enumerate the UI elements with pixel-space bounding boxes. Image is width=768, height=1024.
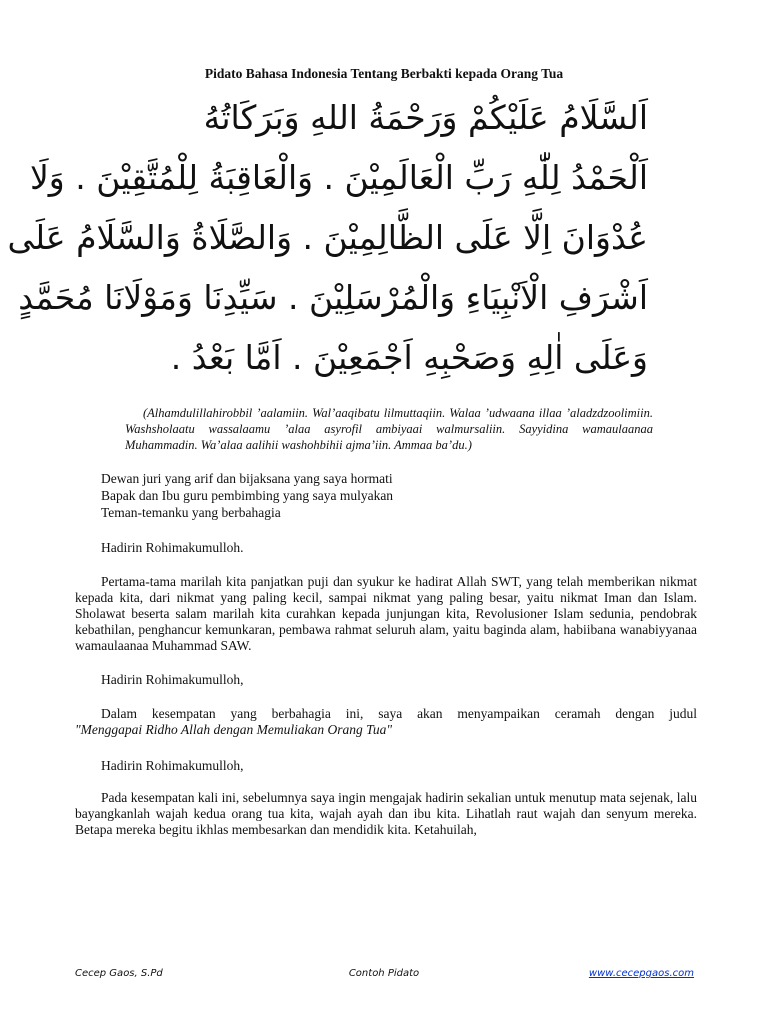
paragraph-opening: Pertama-tama marilah kita panjatkan puji dan syukur ke hadirat Allah SWT, yang telah memberikan nikmat kepada kita, dari nikmat yang paling kecil, sampai nikmat yang paling besar, yaitu nikmat Iman dan Islam. Sholawat beserta salam marilah kita curahkan kepada junjungan kita, Revolusioner Islam sedunia, pendobrak kebathilan, penghancur kemunkaran, pembawa rahmat seluruh alam, yaitu baginda alam, habiibana wanabiyyanaa wamaulaanaa Muhammad SAW. — [75, 574, 697, 653]
speech-title-quote: "Menggapai Ridho Allah dengan Memuliakan Orang Tua" — [75, 722, 393, 737]
paragraph-reflection: Pada kesempatan kali ini, sebelumnya saya ingin mengajak hadirin sekalian untuk menutup mata sejenak, lalu bayangkanlah wajah kedua orang tua kita, wajah ayah dan ibu kita. Lihatlah raut wajah dan senyum mereka. Betapa mereka begitu ikhlas membesarkan dan mendidik kita. Ketahuilah, — [75, 790, 697, 837]
arabic-line: عُدْوَانَ اِلَّا عَلَى الظَّالِمِيْنَ . وَالصَّلَاةُ وَالسَّلَامُ عَلَى — [7, 218, 648, 257]
hadirin-line: Hadirin Rohimakumulloh, — [101, 672, 244, 687]
arabic-opening-text — [7, 88, 648, 400]
transliteration-text: (Alhamdulillahirobbil ’aalamiin. Wal’aaqibatu lilmuttaqiin. Walaa ’udwaana illaa ’aladzdzoolimiin. Washsholaatu wassalaamu ’alaa asyrofil ambiyaai walmursaliin. Sayyidina wamaulaanaa Muhammadin. Wa’alaa aalihii washohbihii ajma’iin. Ammaa ba’du.) — [125, 406, 653, 452]
hadirin-line: Hadirin Rohimakumulloh. — [101, 540, 244, 555]
document-title: Pidato Bahasa Indonesia Tentang Berbakti kepada Orang Tua — [204, 66, 564, 81]
footer-center-text: Contoh Pidato — [348, 968, 420, 979]
arabic-line: اَلسَّلَامُ عَلَيْكُمْ وَرَحْمَةُ اللهِ وَبَرَكَاتُهُ — [203, 98, 648, 137]
arabic-line: اَشْرَفِ الْاَنْبِيَاءِ وَالْمُرْسَلِيْنَ . سَيِّدِنَا وَمَوْلَانَا مُحَمَّدٍ — [18, 278, 648, 317]
arabic-line: اَلْحَمْدُ لِلّٰهِ رَبِّ الْعَالَمِيْنَ . وَالْعَاقِبَةُ لِلْمُتَّقِيْنَ . وَلَا — [29, 158, 648, 197]
greeting-line: Teman-temanku yang berbahagia — [101, 505, 281, 520]
greetings-block — [101, 470, 697, 521]
hadirin-line: Hadirin Rohimakumulloh, — [101, 758, 244, 773]
footer-website-link[interactable]: www.cecepgaos.com — [588, 968, 694, 979]
paragraph-topic-text: Dalam kesempatan yang berbahagia ini, saya akan menyampaikan ceramah dengan judul — [101, 706, 697, 721]
greeting-line: Dewan juri yang arif dan bijaksana yang saya hormati — [101, 471, 393, 486]
paragraph-topic — [75, 706, 697, 738]
greeting-line: Bapak dan Ibu guru pembimbing yang saya mulyakan — [101, 488, 394, 503]
footer-author: Cecep Gaos, S.Pd — [75, 968, 163, 979]
arabic-line: وَعَلَى اٰلِهِ وَصَحْبِهِ اَجْمَعِيْنَ . اَمَّا بَعْدُ . — [170, 338, 648, 377]
